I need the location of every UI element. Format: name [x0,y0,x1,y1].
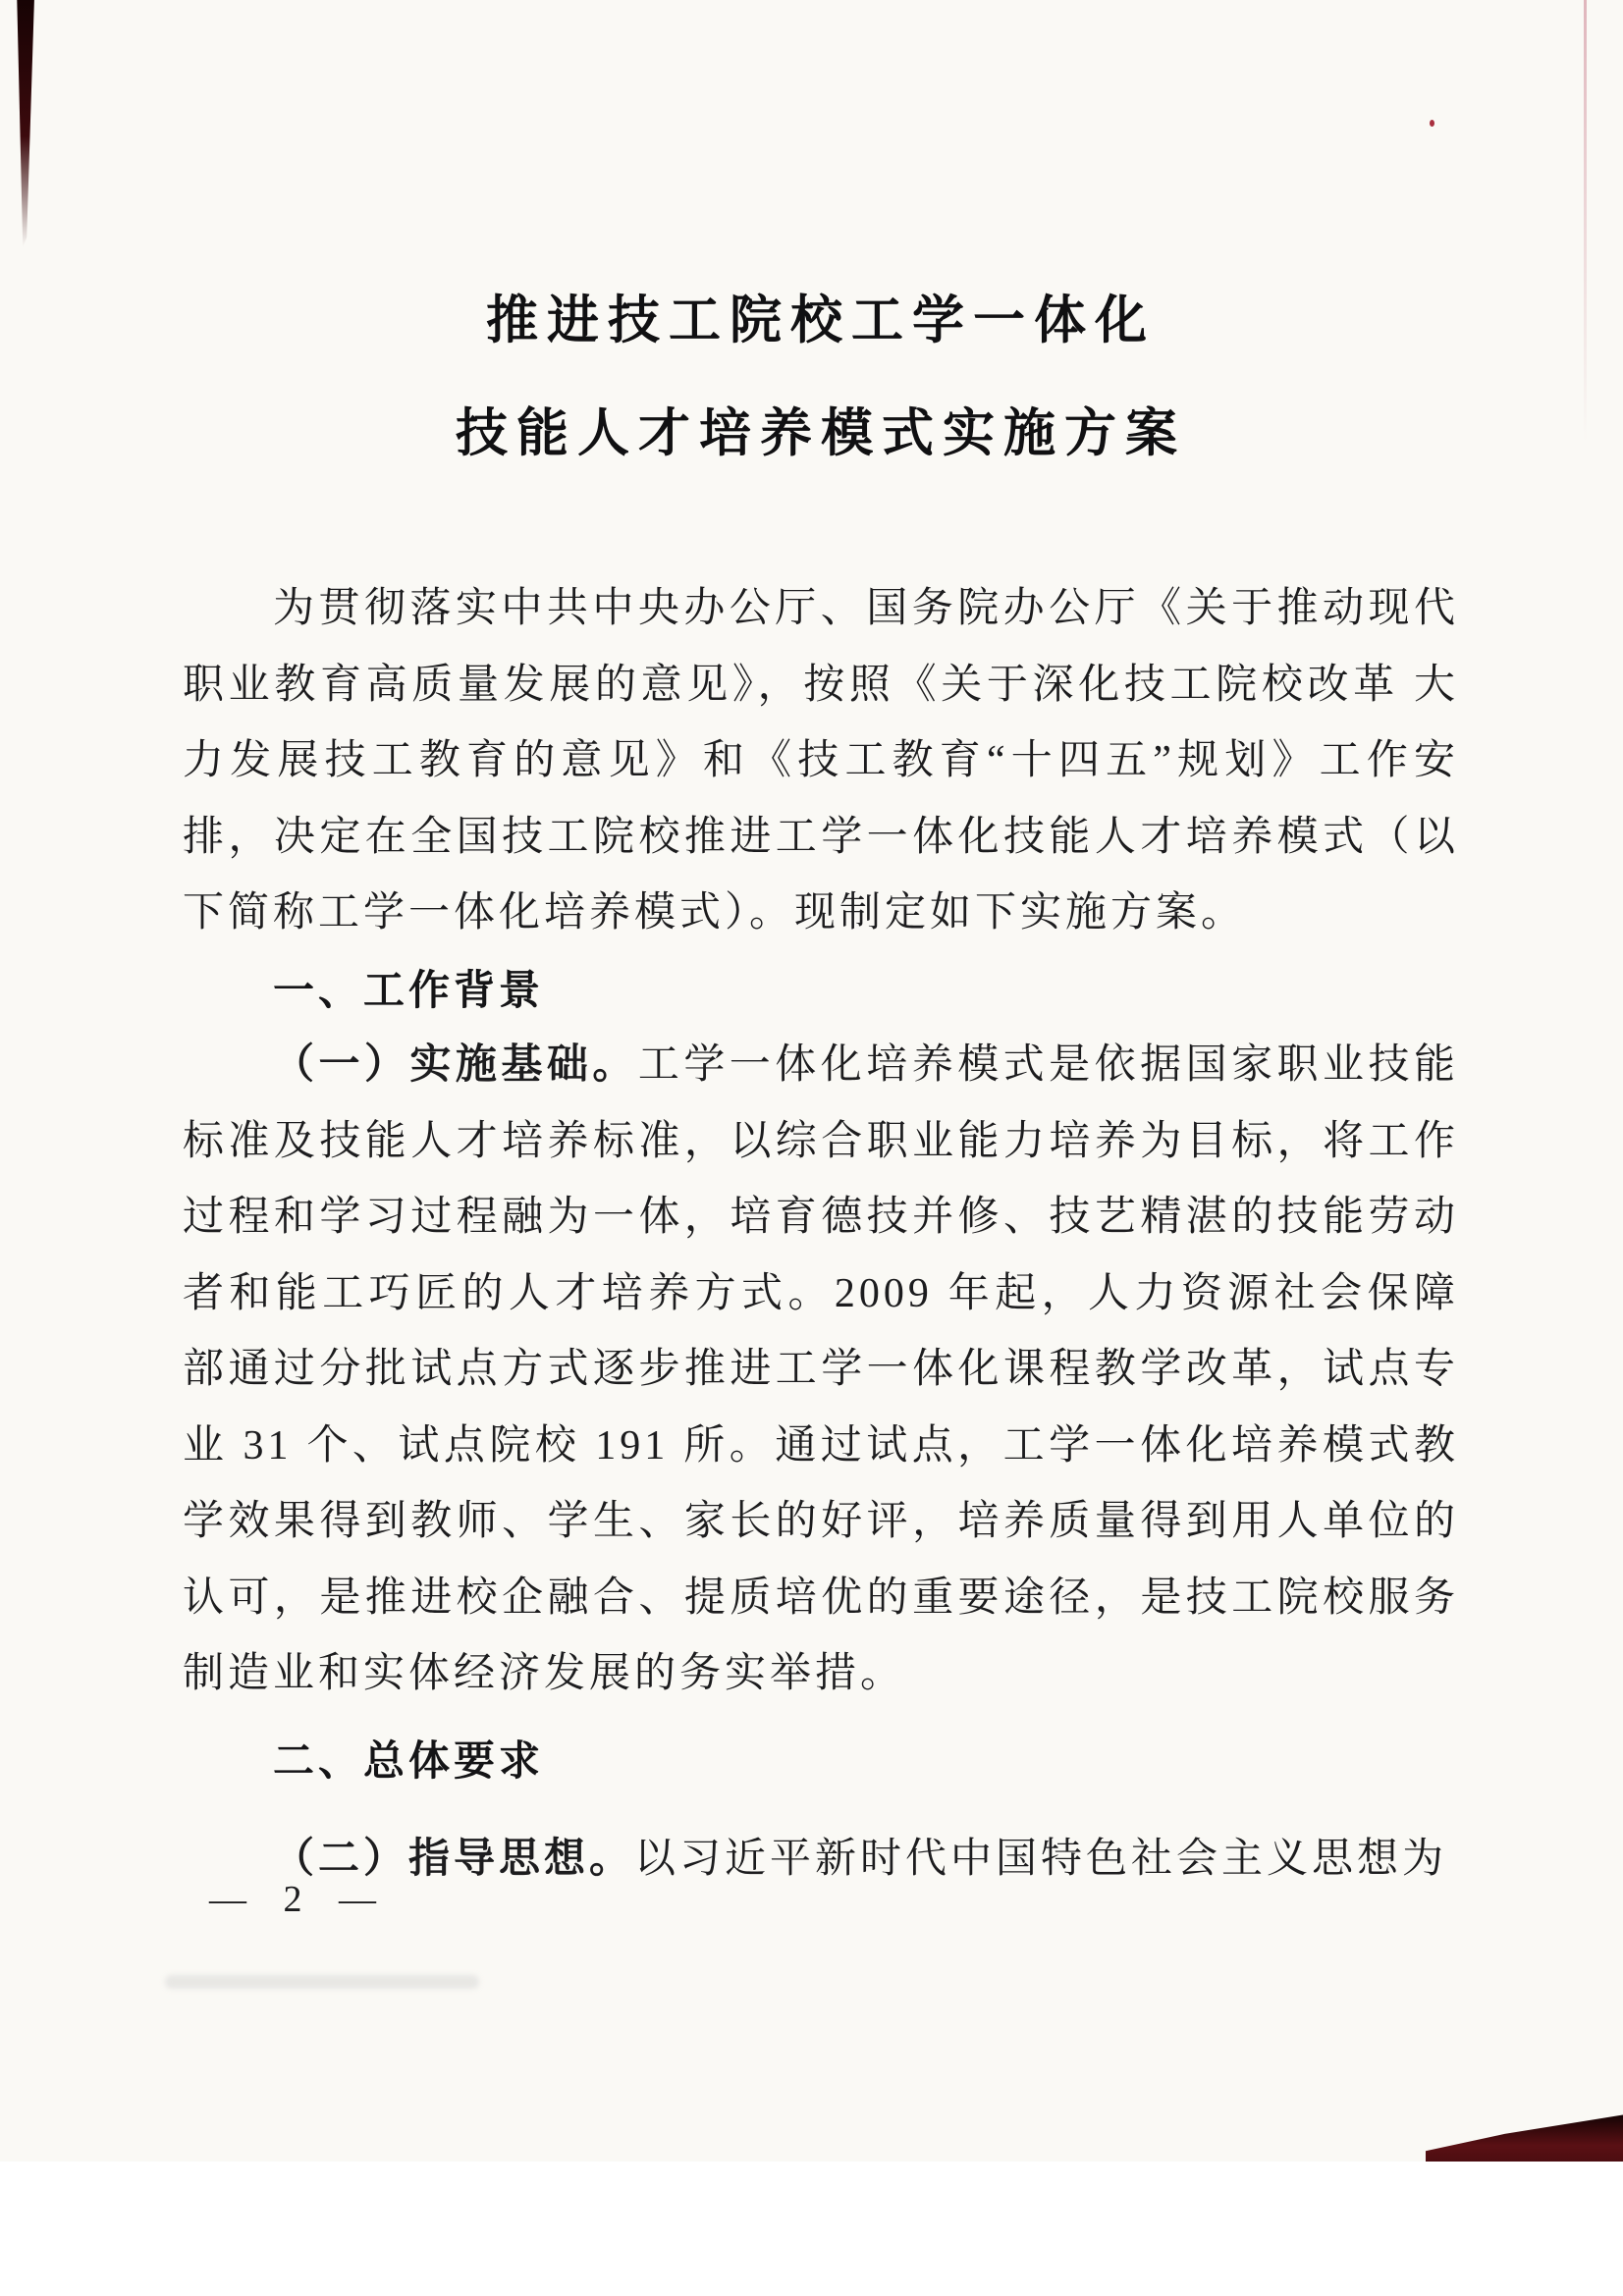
section-heading: 二、总体要求 [273,1736,545,1784]
scan-artifact-red-speck [1430,120,1434,127]
section-heading: 一、工作背景 [273,966,545,1013]
paragraph-lead: （二）指导思想。 [273,1837,635,1882]
paragraph: （一）实施基础。工学一体化培养模式是依据国家职业技能标准及技能人才培养标准，以综合职业能力培养为目标，将工作过程和学习过程融为一体，培育德技并修、技艺精湛的技能劳动者和能工巧匠的人才培养方式。2009 年起，人力资源社会保障部通过分批试点方式逐步推进工学一体化课程教学改革，试点专业 31 个、试点院校 191 所。通过试点，工学一体化培养模式教学效果得到教师、学生、家长的好评，培养质量得到用人单位的认可，是推进校企融合、提质培优的重要途径，是技工院校服务制造业和实体经济发展的务实举措。 [183,1042,1459,1696]
footer-page-number: — 2 — [209,1879,390,1920]
paragraph-lead: （一）实施基础。 [273,1042,638,1088]
document-body [183,571,1459,1898]
scan-artifact-smudge [165,1975,479,1989]
scan-artifact-right-edge-line [1584,0,1587,442]
paragraph: 为贯彻落实中共中央办公厅、国务院办公厅《关于推动现代职业教育高质量发展的意见》，按照《关于深化技工院校改革 大力发展技工教育的意见》和《技工教育“十四五”规划》工作安排，决定在全国技工院校推进工学一体化技能人才培养模式（以下简称工学一体化培养模式）。现制定如下实施方案。 [183,586,1459,935]
document-title [183,265,1459,491]
document-title-line-2: 技能人才培养模式实施方案 [456,405,1186,462]
document-title-line-1: 推进技工院校工学一体化 [486,293,1156,349]
scan-artifact-bottom-right-corner [1426,2109,1623,2162]
scan-artifact-top-left-edge [14,0,35,247]
paragraph: （二）指导思想。以习近平新时代中国特色社会主义思想为 [273,1837,1448,1882]
